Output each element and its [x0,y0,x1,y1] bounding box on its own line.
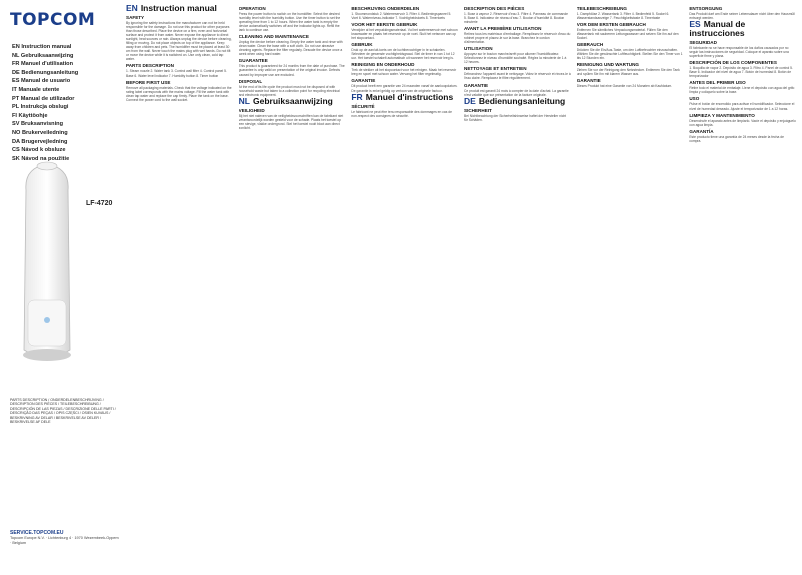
service-address: Topcom Europe N.V. · Lichtenburg 4 · 1970 Wezembeek-Oppem · Belgium [10,536,119,545]
language-item: DA Brugervejledning [12,138,68,145]
brand-logo: TOPCOM [10,10,96,30]
section-heading: REINIGUNG UND WARTUNG [576,62,639,68]
section-text: By ignoring the safety instructions the manufacturer can not be held responsible for the damage. Do not use this product for other purposes than those described. Place the device on a firm, even and horizontal surface and protect it from water. Never expose the appliance to direct sunlight, heat sources or rain. Always unplug the device before cleaning, filling or moving. Do not place objects on top of the appliance. Keep away from children and pets. The humidifier must be placed at least 30 cm from the wall. Never touch the mains plug with wet hands. Do not tilt or move the device while it is switched on. Use only clean, cold tap water. [126,21,232,62]
section-heading: BESCHRIJVING ONDERDELEN [351,6,420,11]
section-heading: SAFETY [126,15,145,20]
section-heading: DESCRIPCIÓN DE LOS COMPONENTES [689,60,777,66]
service-info [10,530,120,545]
language-heading [239,97,346,106]
section-heading: CLEANING AND MAINTENANCE [238,34,309,40]
section-heading: TEILEBESCHREIBUNG [576,6,627,11]
section-text: Press the power button to switch on the humidifier. Select the desired humidity level with the humidity button. Use the timer button to set the operating time from 1 to 12 hours. When the water tank is empty the device automatically switches off and the indicator lights up. Refill the tank to continue use. [238,12,341,33]
section-heading: AVANT LA PREMIÈRE UTILISATION [464,26,542,32]
section-text: Verwijder al het verpakkingsmateriaal. Vul het waterreservoir met schoon kraanwater en plaats het reservoir op de voet. Sluit het netsnoer aan op het stopcontact. [351,28,458,41]
section-heading: OPERATION [238,6,266,11]
language-item: DE Bedienungsanleitung [12,69,79,76]
language-heading [689,20,796,38]
language-code: FR [351,91,363,102]
language-item: PT Manual de utilizador [12,95,75,102]
section-heading: SÉCURITÉ [351,103,375,109]
manual-column [351,4,458,570]
section-heading: BEFORE FIRST USE [126,79,171,85]
language-code: ES [689,19,701,30]
section-text: Das Produkt darf am Ende seiner Lebensdauer nicht über den Hausmüll entsorgt werden. [689,12,795,21]
service-title: SERVICE.TOPCOM.EU [10,530,64,536]
section-text: Remove all packaging materials. Check that the voltage indicated on the rating label corresponds with the mains voltage. Fill the water tank with clean tap water and replace the cap firmly. Place the tank on the base. Connect the power cord to the wall socket. [126,85,232,102]
language-heading [464,97,571,106]
language-item: NO Brukerveiledning [12,129,68,136]
section-heading: VOOR HET EERSTE GEBRUIK [351,22,418,28]
section-text: Drücken Sie die Ein/Aus-Taste, um den Luftbefeuchter einzuschalten. Wählen Sie die gewünschte Luftfeuchtigkeit. Stellen Sie den Timer von 1 bis 12 Stunden ein. [576,48,683,61]
language-title: Bedienungsanleitung [478,95,566,106]
section-text: Entfernen Sie sämtliches Verpackungsmaterial. Füllen Sie den Wassertank mit sauberem Leitungswasser und setzen Sie ihn auf den Sockel. [576,28,679,41]
section-heading: REINIGING EN ONDERHOUD [351,62,415,68]
section-heading: GARANTIE [464,82,489,88]
language-title: Instruction manual [140,4,217,13]
section-heading: ANTES DEL PRIMER USO [689,80,746,86]
section-heading: GUARANTEE [238,58,268,64]
manual-column [126,4,233,570]
language-title: Gebruiksaanwijzing [253,95,333,106]
section-text: Druk op de aan/uit-toets om de luchtbevochtiger in te schakelen. Selecteer de gewenste vochtigheidsgraad. Stel de timer in van 1 tot 12 uur. Het toestel schakelt automatisch uit wanneer het reservoir leeg is. [351,48,455,61]
section-heading: GARANTIE [351,78,376,84]
section-heading: PARTS DESCRIPTION [126,63,174,69]
model-number: LF-4720 [86,200,113,207]
language-title: Manual de instrucciones [689,19,746,39]
section-text: Le fabricant ne peut être tenu responsable des dommages en cas de non-respect des consignes de sécurité. [351,109,452,118]
section-heading: ENTSORGUNG [689,6,723,11]
section-heading: LIMPIEZA Y MANTENIMIENTO [689,112,755,118]
language-code: NL [238,95,251,106]
section-text: Appuyez sur le bouton marche/arrêt pour allumer l'humidificateur. Sélectionnez le niveau d'humidité souhaité. Réglez la minuterie de 1 à 12 heures. [464,52,567,65]
section-text: Retirez tous les matériaux d'emballage. Remplissez le réservoir d'eau du robinet propre et placez-le sur la base. Branchez le cordon d'alimentation. [464,32,571,45]
manual-columns [126,4,796,570]
section-text: Ziehen Sie vor der Reinigung den Netzstecker. Entleeren Sie den Tank und spülen Sie ihn mit klarem Wasser aus. [576,68,680,77]
section-text: 1. Stoommondstuk 2. Waterreservoir 3. Filter 4. Bedieningspaneel 5. Voet 6. Waterniveau-indicator 7. Vochtigheidstoets 8. Timertoets [351,12,452,21]
section-text: 1. Steam nozzle 2. Water tank 3. Control wall filter 4. Control panel 5. Base 6. Water level indicator 7. Humidity button 8. Timer button [126,69,227,78]
section-heading: SEGURIDAD [689,40,717,46]
section-text: Este producto tiene una garantía de 24 meses desde la fecha de compra. [689,134,784,143]
section-heading: SICHERHEIT [464,107,492,113]
language-list [12,44,78,164]
section-text: Pulse el botón de encendido para activar el humidificador. Seleccione el nivel de humedad deseado. Ajuste el temporizador de 1 a 12 horas. [689,102,795,111]
section-heading: DESCRIPTION DES PIÈCES [464,6,525,11]
language-code: DE [464,95,476,106]
language-item: IT Manuale utente [12,86,60,93]
language-item: SV Bruksanvisning [12,121,63,128]
language-heading [126,4,233,13]
language-item: EN Instruction manual [12,44,72,50]
manual-column [689,4,796,570]
language-item: SK Návod na použitie [12,155,70,162]
language-item: FI Käyttöohje [12,112,48,119]
section-text: Bei Nichtbeachtung der Sicherheitshinweise haftet der Hersteller nicht für Schäden. [464,113,567,122]
section-text: This product is guaranteed for 24 months from the date of purchase. The guarantee is only valid on presentation of the original invoice. Defects caused by improper use are excluded. [238,64,345,77]
section-text: El fabricante no se hace responsable de los daños causados por no seguir las instrucciones de seguridad. Coloque el aparato sobre una superficie firme y plana. [689,46,789,59]
language-item: ES Manual de usuario [12,78,71,85]
section-heading: VEILIGHEID [238,107,265,113]
section-text: 1. Boquilla de vapor 2. Depósito de agua 3. Filtro 4. Panel de control 5. Base 6. Indicador del nivel de agua 7. Botón de humedad 8. Botón de temporizador [689,66,793,79]
section-text: Débranchez l'appareil avant le nettoyage. Videz le réservoir et rincez-le à l'eau claire. Remplacez le filtre régulièrement. [464,72,571,81]
section-text: Bij het niet naleven van de veiligheidsvoorschriften kan de fabrikant niet verantwoordelijk worden gesteld voor de schade. Plaats het toestel op een stevige, vlakke ondergrond. Stel het toestel nooit bloot aan direct zonlicht. [238,113,344,130]
section-text: Desenchufe el aparato antes de limpiarlo. Vacíe el depósito y enjuáguelo con agua limpia. [689,118,796,127]
section-heading: GARANTIE [576,78,601,84]
manual-column [464,4,571,570]
manual-column [239,4,346,570]
section-text: Retire todo el material de embalaje. Llene el depósito con agua del grifo limpia y colóquelo sobre la base. [689,86,795,95]
section-text: 1. Dampfdüse 2. Wassertank 3. Filter 4. Bedienfeld 5. Sockel 6. Wasserstandsanzeige 7. Feuchtigkeitstaste 8. Timertaste [576,12,670,21]
humidifier-image [10,150,85,390]
section-heading: GARANTÍA [689,128,714,134]
section-heading: USO [689,96,700,102]
manual-column [577,4,684,570]
language-item: NL Gebruiksaanwijzing [12,52,74,59]
language-item: FR Manuel d'utilisation [12,61,73,68]
section-heading: NETTOYAGE ET ENTRETIEN [464,66,527,72]
language-item: CS Návod k obsluze [12,147,66,154]
section-text: Unplug the device before cleaning. Empty the water tank and rinse with clean water. Clean the base with a soft cloth. Do not use abrasive cleaning agents. Replace the filter regularly. Descale the device once a week when using hard water. [238,40,343,57]
section-text: At the end of its life cycle the product must not be disposed of with household waste but taken to a collection point for recycling electrical and electronic equipment. [238,84,340,97]
language-code: EN [126,4,138,13]
language-heading [351,93,458,102]
section-text: Dieses Produkt hat eine Garantie von 24 Monaten ab Kaufdatum. [576,84,673,89]
section-heading: UTILISATION [464,46,493,52]
language-title: Manuel d'instructions [365,91,454,102]
section-heading: VOR DEM ERSTEN GEBRAUCH [576,22,646,28]
section-text: Dit product heeft een garantie van 24 maanden vanaf de aankoopdatum. De garantie is enkel geldig op vertoon van de originele factuur. [351,84,458,93]
section-heading: GEBRAUCH [576,42,604,48]
section-text: Trek de stekker uit het stopcontact voor het reinigen. Maak het reservoir leeg en spoel met schoon water. Vervang het filter regelmatig. [351,68,457,77]
section-text: Ce produit est garanti 24 mois à compter de la date d'achat. La garantie n'est valable que sur présentation de la facture originale. [464,88,569,97]
language-item: PL Instrukcja obslugi [12,104,69,111]
section-heading: DISPOSAL [238,78,263,84]
parts-description-note: PARTS DESCRIPTION / ONDERDELENBESCHRIJVING / DESCRIPTION DES PIÈCES / TEILEBESCHREIBUNG / DESCRIPCIÓN DE LAS PIEZAS / DESCRIZIONE DELLE PARTI / DESCRIÇÃO DAS PEÇAS / OPIS CZĘŚCI / OSIEN KUVAUS / BESKRIVNING AV DELAR / BESKRIVELSE AV DELER / BESKRIVELSE AF DELE [10,398,116,425]
section-heading: GEBRUIK [351,42,373,48]
section-text: 1. Buse à vapeur 2. Réservoir d'eau 3. Filtre 4. Panneau de commande 5. Base 6. Indicateur de niveau d'eau 7. Bouton d'humidité 8. Bouton minuterie [464,12,569,25]
